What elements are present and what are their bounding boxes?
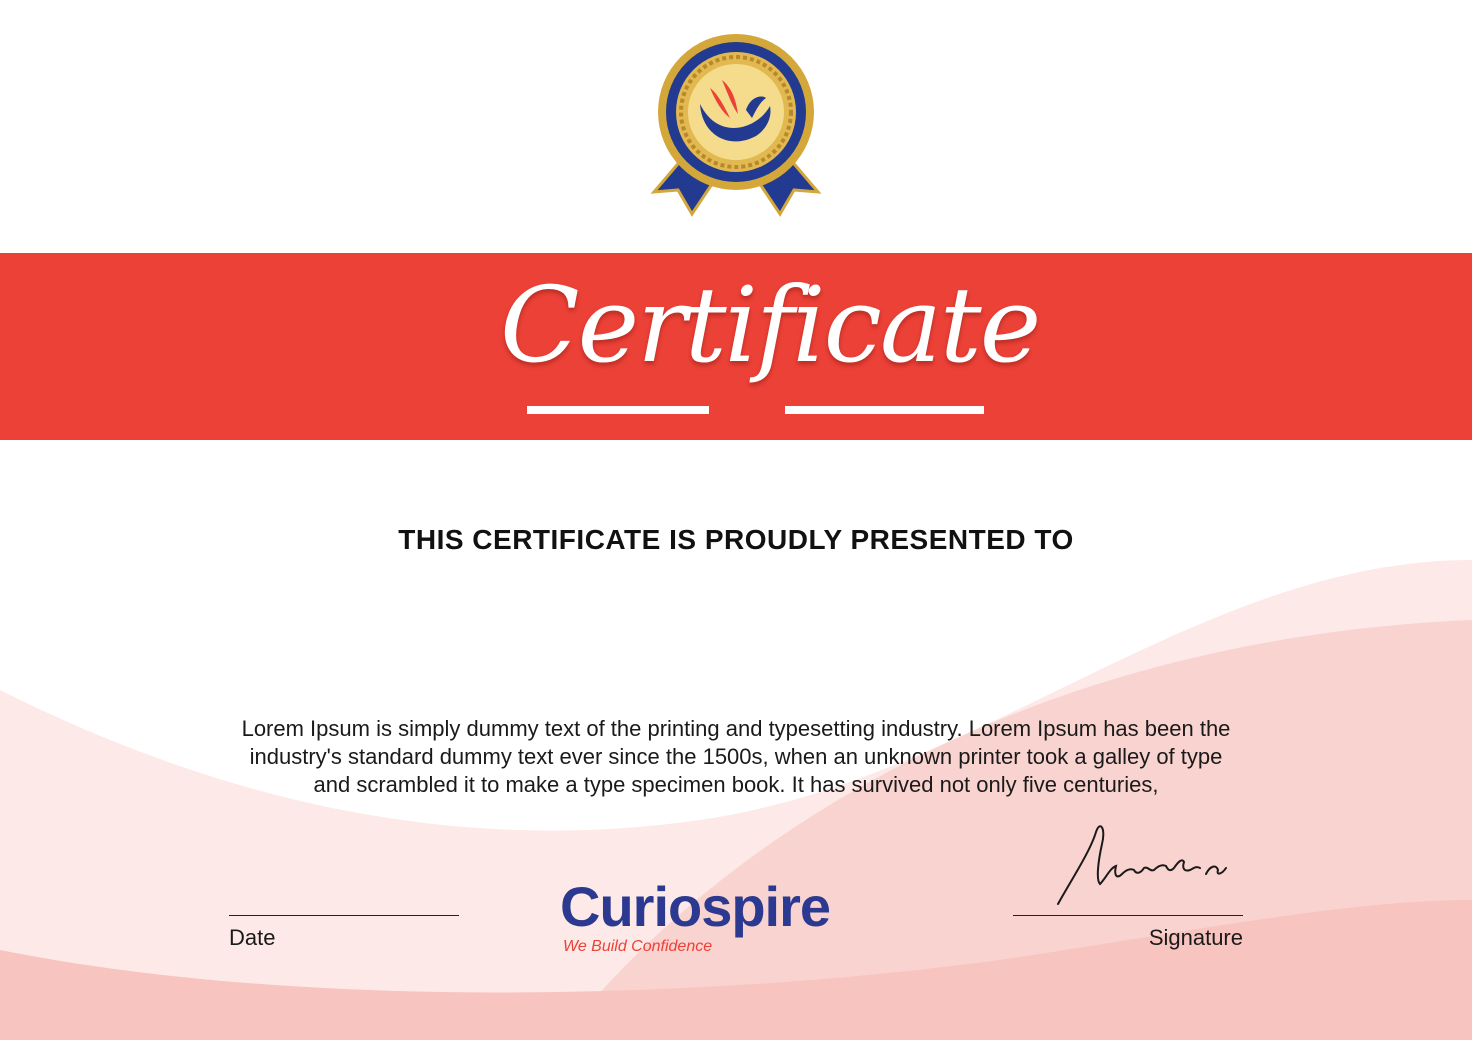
- date-line: [229, 915, 459, 916]
- presented-to-heading: THIS CERTIFICATE IS PROUDLY PRESENTED TO: [398, 524, 1074, 555]
- logo-tagline: We Build Confidence: [563, 938, 713, 955]
- signature-line: [1013, 915, 1243, 916]
- certificate-title: Certificate: [500, 264, 1040, 386]
- logo-wordmark: Curiospire: [560, 875, 831, 938]
- signature-icon: [1050, 822, 1230, 912]
- certificate-body-text: Lorem Ipsum is simply dummy text of the printing and typesetting industry. Lorem Ipsum has been the industry's standard dummy text ever since the 1500s, when an unknown printer took a galley of type and scrambled it to make a type specimen book. It has survived not only five centuries,: [241, 716, 1231, 797]
- curiospire-logo: [560, 872, 920, 964]
- title-underline-right: [785, 406, 984, 414]
- award-medal-icon: [648, 32, 824, 232]
- signature-label: Signature: [1148, 925, 1243, 950]
- date-label: Date: [229, 925, 276, 950]
- title-underline-left: [527, 406, 709, 414]
- signature-stroke: [1058, 826, 1226, 904]
